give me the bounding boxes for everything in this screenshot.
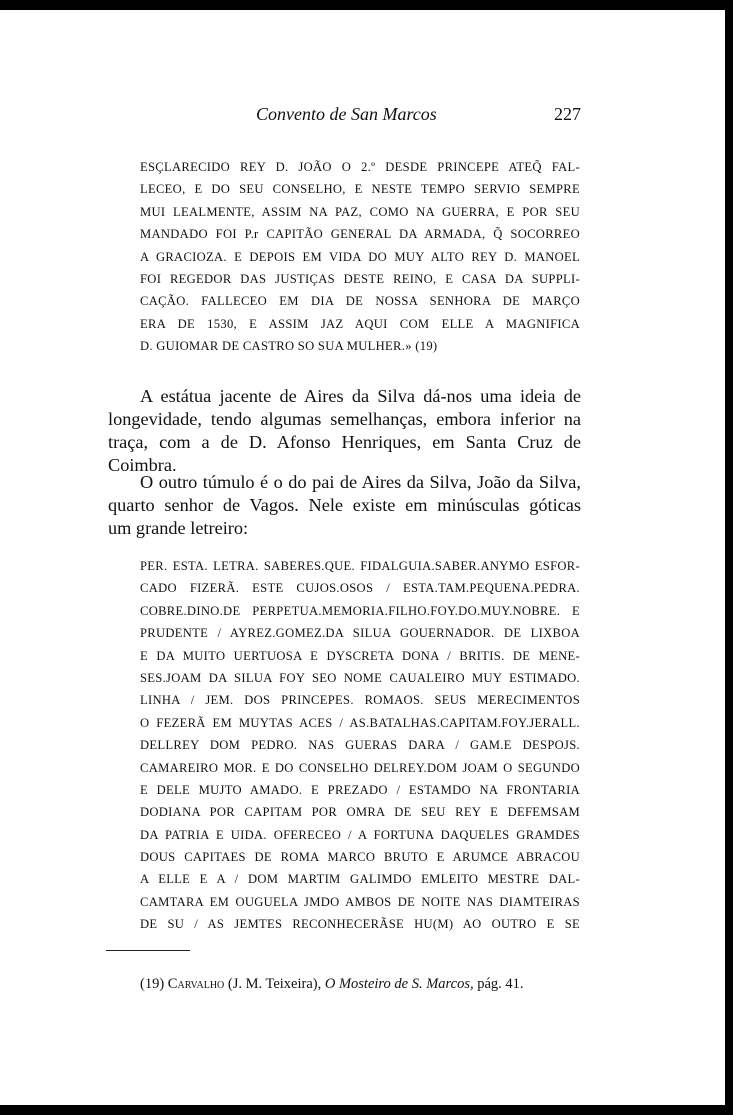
inscription-line: COBRE.DINO.DE PERPETUA.MEMORIA.FILHO.FOY.DO.MUY.NOBRE. E bbox=[140, 603, 580, 618]
footnote-author-initials: (J. M. Teixeira), bbox=[227, 976, 322, 992]
paragraph-line: traça, com a de D. Afonso Henriques, em Santa Cruz de bbox=[108, 432, 581, 452]
inscription-line: DODIANA POR CAPITAM POR OMRA DE SEU REY E DEFEMSAM bbox=[140, 805, 580, 820]
paragraph-line: quarto senhor de Vagos. Nele existe em minúsculas góticas bbox=[108, 495, 581, 515]
inscription-line: DA PATRIA E UIDA. OFERECEO / A FORTUNA DAQUELES GRAMDES bbox=[140, 827, 580, 842]
inscription-line: O FEZERÃ EM MUYTAS ACES / AS.BATALHAS.CAPITAM.FOY.JERALL. bbox=[140, 715, 580, 730]
inscription-line: LECEO, E DO SEU CONSELHO, E NESTE TEMPO SERVIO SEMPRE bbox=[140, 182, 580, 197]
inscription-line: DELLREY DOM PEDRO. NAS GUERAS DARA / GAM.E DESPOJS. bbox=[140, 738, 580, 753]
inscription-line: FOI REGEDOR DAS JUSTIÇAS DESTE REINO, E CASA DA SUPPLI- bbox=[140, 271, 580, 286]
inscription-line: LINHA / JEM. DOS PRINCEPES. ROMAOS. SEUS MERECIMENTOS bbox=[140, 693, 580, 708]
footnote-rule bbox=[106, 950, 190, 951]
page-number: 227 bbox=[554, 104, 581, 124]
paragraph-line: O outro túmulo é o do pai de Aires da Silva, João da Silva, bbox=[140, 472, 581, 492]
running-title: Convento de San Marcos bbox=[256, 104, 437, 124]
inscription-line: ESÇLARECIDO REY D. JOÃO O 2.º DESDE PRINCEPE ATEQ̃ FAL- bbox=[140, 160, 580, 174]
paragraph-line: Coimbra. bbox=[108, 455, 177, 475]
inscription-line: DE SU / AS JEMTES RECONHECERÃSE HU(M) AO OUTRO E SE bbox=[140, 917, 580, 932]
footnote-page-ref: pág. 41. bbox=[477, 976, 524, 992]
inscription-line: SES.JOAM DA SILUA FOY SEO NOME CAUALEIRO MUY ESTIMADO. bbox=[140, 670, 580, 685]
inscription-line: CAMTARA EM OUGUELA JMDO AMBOS DE NOITE NAS DIAMTEIRAS bbox=[140, 894, 580, 909]
inscription-line: CAMAREIRO MOR. E DO CONSELHO DELREY.DOM JOAM O SEGUNDO bbox=[140, 760, 580, 775]
inscription-block-1 bbox=[140, 156, 580, 358]
paragraph-line: um grande letreiro: bbox=[108, 518, 249, 538]
footnote-number: (19) bbox=[140, 976, 165, 992]
inscription-line: E DA MUITO UERTUOSA E DYSCRETA DONA / BRITIS. DE MENE- bbox=[140, 648, 580, 663]
inscription-block-2 bbox=[140, 555, 580, 936]
inscription-line: PER. ESTA. LETRA. SABERES.QUE. FIDALGUIA.SABER.ANYMO ESFOR- bbox=[140, 559, 580, 573]
inscription-line: MANDADO FOI P.r CAPITÃO GENERAL DA ARMADA, Q̃ SOCORREO bbox=[140, 227, 580, 242]
page-header bbox=[108, 104, 581, 132]
inscription-line: A GRACIOZA. E DEPOIS EM VIDA DO MUY ALTO REY D. MANOEL bbox=[140, 249, 580, 264]
footnote-work-title: O Mosteiro de S. Marcos, bbox=[324, 976, 474, 992]
inscription-line: ERA DE 1530, E ASSIM JAZ AQUI COM ELLE A MAGNIFICA bbox=[140, 316, 580, 331]
inscription-line: A ELLE E A / DOM MARTIM GALIMDO EMLEITO MESTRE DAL- bbox=[140, 872, 580, 887]
inscription-line: DOUS CAPITAES DE ROMA MARCO BRUTO E ARUMCE ABRACOU bbox=[140, 850, 580, 865]
document-page bbox=[0, 10, 725, 1105]
footnote bbox=[140, 976, 600, 993]
inscription-line: D. GUIOMAR DE CASTRO SO SUA MULHER.» (19) bbox=[140, 339, 438, 354]
paragraph-line: A estátua jacente de Aires da Silva dá-nos uma ideia de bbox=[140, 386, 581, 406]
inscription-line: CAÇÃO. FALLECEO EM DIA DE NOSSA SENHORA DE MARÇO bbox=[140, 294, 580, 309]
inscription-line: PRUDENTE / AYREZ.GOMEZ.DA SILUA GOUERNADOR. DE LIXBOA bbox=[140, 626, 580, 641]
footnote-author: Carvalho bbox=[167, 976, 225, 992]
inscription-line: MUI LEALMENTE, ASSIM NA PAZ, COMO NA GUERRA, E POR SEU bbox=[140, 204, 580, 219]
inscription-line: CADO FIZERÃ. ESTE CUJOS.OSOS / ESTA.TAM.PEQUENA.PEDRA. bbox=[140, 581, 580, 596]
paragraph-tomb bbox=[108, 471, 581, 540]
paragraph-statue bbox=[108, 385, 581, 477]
paragraph-line: longevidade, tendo algumas semelhanças, embora inferior na bbox=[108, 409, 581, 429]
inscription-line: E DELE MUJTO AMADO. E PREZADO / ESTAMDO NA FRONTARIA bbox=[140, 782, 580, 797]
